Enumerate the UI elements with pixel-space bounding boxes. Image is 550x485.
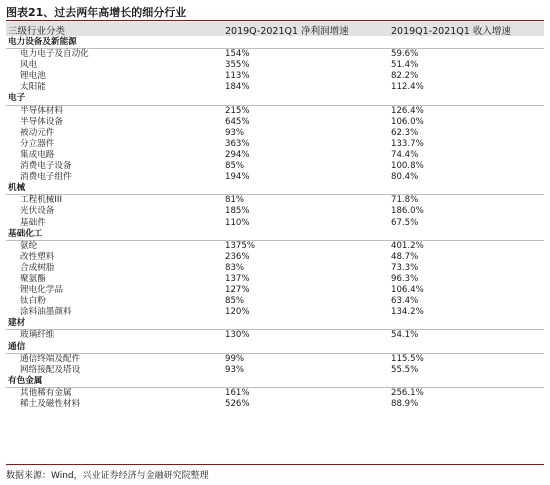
- industry-name: 分立器件: [20, 138, 55, 149]
- profit-growth-value: 355%: [225, 60, 250, 71]
- revenue-growth-value: 106.4%: [391, 285, 424, 296]
- profit-growth-value: 526%: [225, 399, 250, 409]
- group-label: 基础化工: [8, 228, 43, 239]
- table-row: [6, 365, 544, 376]
- revenue-growth-value: 80.4%: [391, 172, 419, 183]
- group-label: 机械: [8, 183, 26, 194]
- group-label: 有色金属: [8, 375, 43, 386]
- industry-name: 半导体设备: [20, 116, 63, 127]
- table-row: [6, 161, 544, 172]
- industry-name: 锂电池: [20, 71, 46, 82]
- revenue-growth-value: 55.5%: [391, 364, 419, 375]
- group-row: [6, 183, 544, 195]
- profit-growth-value: 99%: [225, 353, 245, 364]
- profit-growth-value: 130%: [225, 330, 250, 341]
- revenue-growth-value: 59.6%: [391, 49, 419, 60]
- table-row: [6, 150, 544, 161]
- group-label: 电子: [8, 93, 26, 104]
- revenue-growth-value: 126.4%: [391, 105, 424, 116]
- profit-growth-value: 236%: [225, 251, 250, 262]
- industry-name: 基础件: [20, 217, 46, 228]
- table-row: [6, 218, 544, 229]
- profit-growth-value: 85%: [225, 161, 245, 172]
- industry-name: 合成树脂: [20, 262, 55, 273]
- table-row: [6, 399, 544, 410]
- table-row: [6, 49, 544, 60]
- header-revenue-growth: 2019Q1-2021Q1 收入增速: [391, 26, 511, 37]
- revenue-growth-value: 74.4%: [391, 149, 419, 160]
- table-row: [6, 82, 544, 93]
- revenue-growth-value: 106.0%: [391, 116, 424, 127]
- profit-growth-value: 83%: [225, 262, 245, 273]
- profit-growth-value: 93%: [225, 364, 245, 375]
- profit-growth-value: 645%: [225, 116, 250, 127]
- group-row: [6, 376, 544, 388]
- industry-name: 锂电化学品: [20, 285, 63, 296]
- table-row: [6, 60, 544, 71]
- industry-name: 风电: [20, 60, 38, 71]
- profit-growth-value: 85%: [225, 296, 245, 307]
- table-row: [6, 241, 544, 252]
- industry-name: 钛白粉: [20, 296, 46, 307]
- profit-growth-value: 194%: [225, 172, 250, 183]
- group-row: [6, 342, 544, 354]
- figure-title: 图表21、过去两年高增长的细分行业: [6, 6, 187, 19]
- revenue-growth-value: 115.5%: [391, 353, 424, 364]
- table-row: [6, 330, 544, 341]
- profit-growth-value: 113%: [225, 71, 250, 82]
- revenue-growth-value: 88.9%: [391, 399, 419, 409]
- industry-name: 消费电子设备: [20, 161, 72, 172]
- revenue-growth-value: 401.2%: [391, 240, 424, 251]
- profit-growth-value: 81%: [225, 195, 245, 206]
- profit-growth-value: 1375%: [225, 240, 256, 251]
- industry-name: 消费电子组件: [20, 172, 72, 183]
- table-row: [6, 117, 544, 128]
- revenue-growth-value: 63.4%: [391, 296, 419, 307]
- industry-name: 光伏设备: [20, 206, 55, 217]
- data-source: 数据来源：Wind，兴业证券经济与金融研究院整理: [6, 471, 209, 481]
- industry-name: 氨纶: [20, 240, 38, 251]
- table-row: [6, 128, 544, 139]
- industry-name: 被动元件: [20, 127, 55, 138]
- industry-name: 电力电子及自动化: [20, 49, 89, 60]
- group-label: 通信: [8, 341, 26, 352]
- revenue-growth-value: 134.2%: [391, 307, 424, 318]
- revenue-growth-value: 133.7%: [391, 138, 424, 149]
- profit-growth-value: 294%: [225, 149, 250, 160]
- table-row: [6, 106, 544, 117]
- profit-growth-value: 215%: [225, 105, 250, 116]
- revenue-growth-value: 186.0%: [391, 206, 424, 217]
- revenue-growth-value: 96.3%: [391, 273, 419, 284]
- profit-growth-value: 137%: [225, 273, 250, 284]
- industry-name: 聚氨酯: [20, 273, 46, 284]
- industry-name: 工程机械III: [20, 195, 62, 206]
- profit-growth-value: 185%: [225, 206, 250, 217]
- table-row: [6, 195, 544, 206]
- industry-name: 稀土及磁性材料: [20, 399, 81, 409]
- revenue-growth-value: 48.7%: [391, 251, 419, 262]
- industry-name: 太阳能: [20, 82, 46, 93]
- table-header: [6, 22, 544, 36]
- profit-growth-value: 154%: [225, 49, 250, 60]
- industry-name: 网络接配及塔设: [20, 364, 81, 375]
- industry-name: 玻璃纤维: [20, 330, 55, 341]
- bottom-rule: [6, 464, 544, 465]
- table-row: [6, 354, 544, 365]
- profit-growth-value: 110%: [225, 217, 250, 228]
- group-row: [6, 93, 544, 105]
- table-row: [6, 296, 544, 307]
- table-row: [6, 388, 544, 399]
- top-rule: [6, 20, 544, 21]
- profit-growth-value: 363%: [225, 138, 250, 149]
- revenue-growth-value: 51.4%: [391, 60, 419, 71]
- group-label: 建材: [8, 318, 26, 329]
- revenue-growth-value: 112.4%: [391, 82, 424, 93]
- table-row: [6, 252, 544, 263]
- profit-growth-value: 184%: [225, 82, 250, 93]
- industry-name: 集成电路: [20, 149, 55, 160]
- table-row: [6, 307, 544, 318]
- industry-name: 其他稀有金属: [20, 387, 72, 398]
- table-row: [6, 71, 544, 82]
- revenue-growth-value: 62.3%: [391, 127, 419, 138]
- industry-name: 改性塑料: [20, 251, 55, 262]
- profit-growth-value: 120%: [225, 307, 250, 318]
- table-row: [6, 263, 544, 274]
- group-label: 电力设备及新能源: [8, 37, 77, 47]
- table-row: [6, 285, 544, 296]
- industry-name: 通信终端及配件: [20, 353, 81, 364]
- industry-name: 半导体材料: [20, 105, 63, 116]
- revenue-growth-value: 54.1%: [391, 330, 419, 341]
- profit-growth-value: 93%: [225, 127, 245, 138]
- industry-name: 涂料油墨颜料: [20, 307, 72, 318]
- profit-growth-value: 127%: [225, 285, 250, 296]
- table-row: [6, 139, 544, 150]
- table-body: [6, 37, 544, 410]
- revenue-growth-value: 100.8%: [391, 161, 424, 172]
- revenue-growth-value: 67.5%: [391, 217, 419, 228]
- group-row: [6, 229, 544, 241]
- revenue-growth-value: 71.8%: [391, 195, 419, 206]
- group-row: [6, 37, 544, 49]
- table-row: [6, 274, 544, 285]
- header-category: 三级行业分类: [8, 26, 66, 37]
- table-row: [6, 172, 544, 183]
- revenue-growth-value: 82.2%: [391, 71, 419, 82]
- revenue-growth-value: 256.1%: [391, 387, 424, 398]
- group-row: [6, 318, 544, 330]
- header-profit-growth: 2019Q-2021Q1 净利润增速: [225, 26, 349, 37]
- table-row: [6, 206, 544, 217]
- profit-growth-value: 161%: [225, 387, 250, 398]
- revenue-growth-value: 73.3%: [391, 262, 419, 273]
